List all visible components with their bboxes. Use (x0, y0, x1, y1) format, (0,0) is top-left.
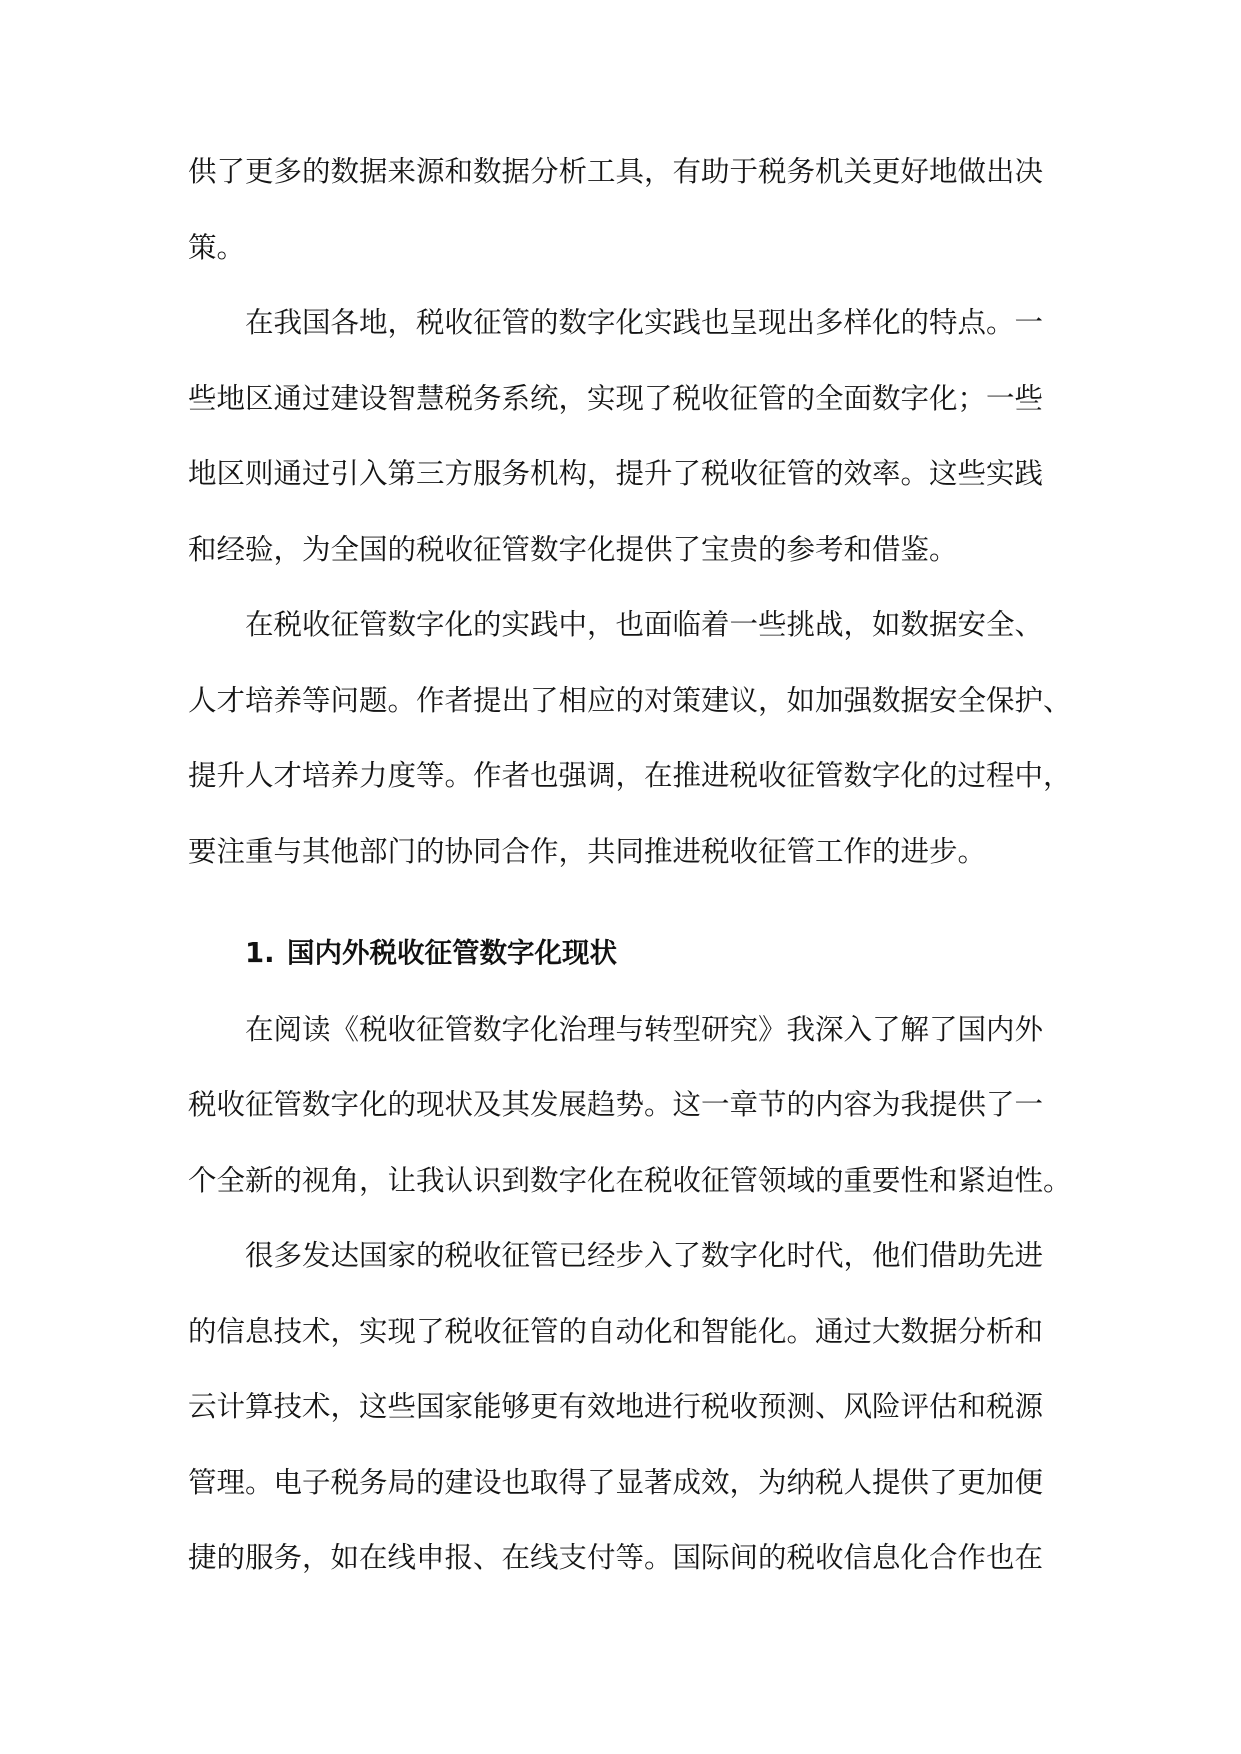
text-line: 地区则通过引入第三方服务机构，提升了税收征管的效率。这些实践 (188, 457, 1044, 490)
text-line: 要注重与其他部门的协同合作，共同推进税收征管工作的进步。 (188, 834, 987, 868)
text-line: 税收征管数字化的现状及其发展趋势。这一章节的内容为我提供了一 (188, 1088, 1044, 1121)
text-line: 在我国各地，税收征管的数字化实践也呈现出多样化的特点。一 (245, 306, 1044, 339)
text-line: 和经验，为全国的税收征管数字化提供了宝贵的参考和借鉴。 (188, 532, 958, 566)
text-line: 供了更多的数据来源和数据分析工具，有助于税务机关更好地做出决 (188, 155, 1044, 188)
text-line: 策。 (188, 230, 246, 264)
paragraph (188, 1218, 1058, 1596)
text-line: 提升人才培养力度等。作者也强调，在推进税收征管数字化的过程中， (188, 759, 1072, 792)
document-body (188, 134, 1072, 1596)
text-line: 云计算技术，这些国家能够更有效地进行税收预测、风险评估和税源 (188, 1390, 1044, 1423)
text-line: 在阅读《税收征管数字化治理与转型研究》我深入了解了国内外 (245, 1012, 1044, 1046)
paragraph-continued (188, 134, 1058, 285)
text-line: 个全新的视角，让我认识到数字化在税收征管领域的重要性和紧迫性。 (188, 1163, 1072, 1197)
section-title: 国内外税收征管数字化现状 (287, 937, 617, 969)
text-line: 在税收征管数字化的实践中，也面临着一些挑战，如数据安全、 (245, 608, 1044, 641)
paragraph (188, 992, 1072, 1219)
text-line: 捷的服务，如在线申报、在线支付等。国际间的税收信息化合作也在 (188, 1541, 1044, 1574)
paragraph (188, 285, 1058, 587)
section-heading (188, 916, 1058, 992)
text-line: 些地区通过建设智慧税务系统，实现了税收征管的全面数字化；一些 (188, 381, 1044, 415)
section-number: 1. (245, 937, 275, 969)
paragraph (188, 587, 1072, 889)
text-line: 人才培养等问题。作者提出了相应的对策建议，如加强数据安全保护、 (188, 683, 1072, 717)
text-line: 管理。电子税务局的建设也取得了显著成效，为纳税人提供了更加便 (188, 1465, 1044, 1499)
text-line: 的信息技术，实现了税收征管的自动化和智能化。通过大数据分析和 (188, 1314, 1044, 1348)
text-line: 很多发达国家的税收征管已经步入了数字化时代，他们借助先进 (245, 1239, 1044, 1272)
